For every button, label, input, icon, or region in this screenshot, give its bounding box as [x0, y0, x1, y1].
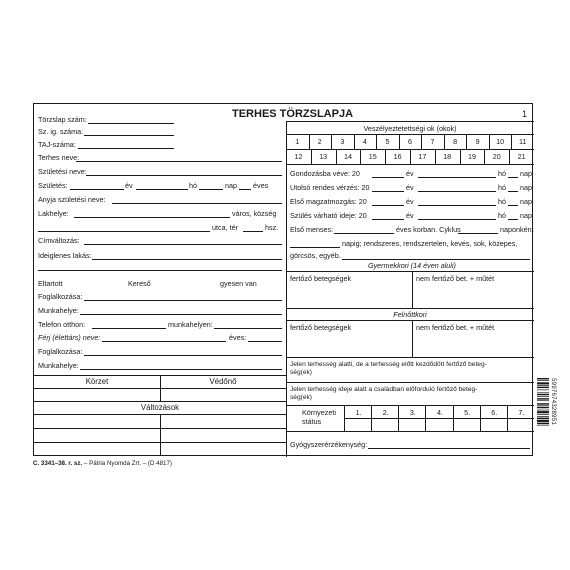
- gondozas-label: Gondozásba véve: 20: [290, 169, 360, 178]
- gorcsos-label: görcsös, egyéb.: [290, 251, 341, 260]
- szuletesi-nev-label: Születési neve:: [38, 167, 87, 176]
- elso-menses-label: Első menses:: [290, 225, 334, 234]
- section-col-line: [412, 271, 413, 308]
- eves-korban-label: éves korban. Cyklus: [396, 225, 461, 234]
- grid-col-line: [489, 134, 490, 149]
- box-col-line: [286, 375, 287, 457]
- barcode-bar: [537, 403, 549, 404]
- year-field[interactable]: [372, 219, 404, 220]
- szig-label: Sz. ig. száma:: [38, 127, 84, 136]
- gyogyszer-label: Gyógyszerérzékenység:: [290, 440, 368, 449]
- foglalkozasa2-label: Foglalkozása:: [38, 347, 83, 356]
- szuletesi-nev-field[interactable]: [86, 175, 282, 176]
- risk-cell[interactable]: 7: [430, 137, 435, 146]
- status-cell[interactable]: 1.: [355, 408, 362, 417]
- year-field[interactable]: [372, 191, 404, 192]
- menses-age-field[interactable]: [334, 233, 394, 234]
- menses-duration-field[interactable]: [290, 247, 340, 248]
- barcode-bar: [537, 390, 549, 391]
- cimvaltozas-label: Címváltozás:: [38, 236, 80, 245]
- nap-label: nap: [520, 197, 532, 206]
- risk-cell[interactable]: 19: [467, 152, 476, 161]
- utca-field[interactable]: [38, 231, 210, 232]
- ho-label: hó: [498, 183, 506, 192]
- barcode: [537, 378, 549, 454]
- form-footer: [33, 460, 172, 467]
- ho-label: hó: [498, 197, 506, 206]
- grid-col-line: [435, 149, 436, 164]
- risk-cell[interactable]: 8: [453, 137, 458, 146]
- risk-cell[interactable]: 18: [443, 152, 452, 161]
- barcode-bar: [537, 418, 549, 419]
- risk-cell[interactable]: 20: [492, 152, 501, 161]
- status-col-line: [371, 405, 372, 431]
- foglalkozasa-label: Foglalkozása:: [38, 292, 83, 301]
- status-col-line: [507, 405, 508, 431]
- ho-label: hó: [498, 169, 506, 178]
- ev-label: év: [406, 169, 414, 178]
- year-field[interactable]: [372, 205, 404, 206]
- risk-cell[interactable]: 2: [317, 137, 322, 146]
- risk-cell[interactable]: 21: [517, 152, 526, 161]
- day-field[interactable]: [508, 177, 518, 178]
- grid-col-line: [410, 149, 411, 164]
- grid-col-line: [509, 149, 510, 164]
- anyja-field[interactable]: [112, 203, 282, 204]
- status-row-line: [344, 418, 534, 419]
- valtozasok-header: Változások: [140, 403, 180, 412]
- section-line: [286, 431, 534, 432]
- szuletes-eves-label: éves: [253, 181, 269, 190]
- nev-field[interactable]: [76, 161, 282, 162]
- barcode-bar: [537, 394, 549, 395]
- jelen1b-label: ség(ek): [290, 369, 312, 376]
- ev-label: év: [406, 197, 414, 206]
- cimvaltozas-field[interactable]: [84, 244, 282, 245]
- taj-label: TAJ-száma:: [38, 140, 76, 149]
- barcode-number: 5997674328951: [550, 378, 557, 425]
- munkahelye2-field[interactable]: [80, 369, 282, 370]
- section-line: [286, 405, 534, 406]
- szig-field[interactable]: [84, 135, 174, 136]
- jelen2b-label: ség(ek): [290, 394, 312, 401]
- status-cell[interactable]: 2.: [382, 408, 389, 417]
- barcode-bar: [537, 405, 549, 406]
- box-row-line: [34, 401, 286, 402]
- risk-cell[interactable]: 9: [475, 137, 480, 146]
- szuletes-nap-field[interactable]: [239, 189, 251, 190]
- section-line: [286, 308, 534, 309]
- barcode-bar: [537, 396, 549, 397]
- munkahelye2-label: Munkahelye:: [38, 361, 79, 370]
- month-field[interactable]: [418, 219, 496, 220]
- gyermekkori-label: Gyermekkori (14 éven aluli): [368, 261, 456, 270]
- eves-label: éves:: [229, 333, 247, 342]
- grid-col-line: [309, 134, 310, 149]
- status-col-line: [425, 405, 426, 431]
- risk-cell[interactable]: 1: [295, 137, 300, 146]
- barcode-bar: [537, 378, 549, 379]
- grid-col-line: [399, 134, 400, 149]
- risk-cell[interactable]: 13: [319, 152, 328, 161]
- veszely-header: Veszélyeztetettségi ok (okok): [363, 124, 457, 133]
- status-cell[interactable]: 4.: [437, 408, 443, 417]
- barcode-bar: [537, 407, 549, 408]
- kereso-option[interactable]: Kereső: [128, 279, 151, 288]
- page-number: 1: [522, 109, 528, 119]
- munkahelyen-label: munkahelyen:: [168, 320, 213, 329]
- vedono-header: Védőnő: [209, 377, 237, 386]
- szuletes-ho-field[interactable]: [199, 189, 223, 190]
- cyklus-field[interactable]: [458, 233, 498, 234]
- grid-col-line: [360, 149, 361, 164]
- box-col-line: [160, 414, 161, 456]
- szuletes-nap-label: nap: [225, 181, 237, 190]
- szuletes-ev-label: év: [125, 181, 133, 190]
- barcode-bar: [537, 400, 549, 401]
- gorcsos-field[interactable]: [342, 259, 530, 260]
- grid-col-line: [460, 149, 461, 164]
- nev-label: Terhes neve:: [38, 153, 80, 162]
- ho-label: hó: [498, 211, 506, 220]
- publisher: – Pátria Nyomda Zrt. – (D 4817): [82, 460, 172, 467]
- risk-cell[interactable]: 10: [496, 137, 505, 146]
- section-line: [286, 357, 534, 358]
- section-line: [286, 320, 534, 321]
- munkahelyen-field[interactable]: [214, 328, 282, 329]
- month-field[interactable]: [418, 177, 496, 178]
- day-field[interactable]: [508, 205, 518, 206]
- status-cell[interactable]: 7.: [518, 408, 525, 417]
- barcode-bar: [537, 382, 549, 384]
- utolso-label: Utolsó rendes vérzés: 20: [290, 183, 370, 192]
- jelen2-label: Jelen terhesség ideje alatt a családban előforduló fertőző beteg-: [290, 386, 478, 393]
- risk-cell[interactable]: 5: [385, 137, 390, 146]
- risk-cell[interactable]: 14: [343, 152, 352, 161]
- barcode-bar: [537, 423, 549, 424]
- utca-label: utca, tér: [212, 223, 238, 232]
- status-cell[interactable]: 6.: [491, 408, 498, 417]
- foglalkozasa2-field[interactable]: [84, 355, 282, 356]
- barcode-bar: [537, 387, 549, 388]
- eltartott-option[interactable]: Eltartott: [38, 279, 63, 288]
- ideiglenes-label: Ideiglenes lakás:: [38, 251, 92, 260]
- szuletes-place-field[interactable]: [70, 189, 124, 190]
- day-field[interactable]: [508, 219, 518, 220]
- risk-cell[interactable]: 4: [362, 137, 367, 146]
- risk-cell[interactable]: 6: [407, 137, 412, 146]
- statusz-label: státus: [302, 417, 322, 426]
- torzslap-field[interactable]: [88, 123, 174, 124]
- barcode-bar: [537, 385, 549, 386]
- barcode-bar: [537, 416, 549, 417]
- month-field[interactable]: [418, 191, 496, 192]
- nap-label: nap: [520, 169, 532, 178]
- grid-col-line: [511, 134, 512, 149]
- grid-col-line: [331, 134, 332, 149]
- barcode-bar: [537, 380, 549, 381]
- nap-label: nap: [520, 211, 532, 220]
- grid-col-line: [311, 149, 312, 164]
- status-cell[interactable]: 5.: [464, 408, 471, 417]
- taj-field[interactable]: [78, 148, 174, 149]
- blank-line[interactable]: [38, 270, 282, 271]
- ferj-field[interactable]: [102, 341, 226, 342]
- naponkent-label: naponként: [500, 225, 534, 234]
- felnott-fertozo-label: fertőző betegségek: [290, 323, 352, 332]
- grid-line: [286, 134, 534, 135]
- barcode-bar: [537, 398, 549, 399]
- munkahelye-label: Munkahelye:: [38, 306, 79, 315]
- korzet-header: Körzet: [85, 377, 109, 386]
- page-title: TERHES TÖRZSLAPJA: [232, 108, 354, 120]
- grid-col-line: [336, 149, 337, 164]
- gyogyszer-field[interactable]: [368, 448, 530, 449]
- year-field[interactable]: [372, 177, 404, 178]
- szuletes-ho-label: hó: [189, 181, 197, 190]
- felnott-nem-fertozo-label: nem fertőző bet. + műtét: [416, 323, 495, 332]
- pregnancy-record-form: [33, 103, 533, 456]
- barcode-bar: [537, 414, 549, 415]
- right-top-border: [286, 121, 534, 122]
- risk-cell[interactable]: 17: [418, 152, 427, 161]
- lakhely-field[interactable]: [74, 217, 230, 218]
- foglalkozasa-field[interactable]: [84, 300, 282, 301]
- risk-cell[interactable]: 12: [294, 152, 303, 161]
- form-code: C. 3341–38. r. sz.: [33, 460, 83, 467]
- box-col-line: [160, 375, 161, 401]
- barcode-bar: [537, 411, 549, 413]
- szules-varhato-label: Szülés várható ideje: 20: [290, 211, 367, 220]
- nap-label: nap: [520, 183, 532, 192]
- section-col-line: [412, 320, 413, 357]
- risk-cell[interactable]: 15: [368, 152, 377, 161]
- month-field[interactable]: [418, 205, 496, 206]
- ideiglenes-field[interactable]: [92, 259, 282, 260]
- risk-cell[interactable]: 16: [393, 152, 402, 161]
- varos-label: város, község: [232, 209, 277, 218]
- szuletes-ev-field[interactable]: [136, 189, 188, 190]
- ev-label: év: [406, 211, 414, 220]
- grid-col-line: [421, 134, 422, 149]
- ev-label: év: [406, 183, 414, 192]
- barcode-bar: [537, 410, 549, 411]
- grid-col-line: [354, 134, 355, 149]
- eves-field[interactable]: [248, 341, 282, 342]
- anyja-label: Anyja születési neve:: [38, 195, 106, 204]
- telefon-field[interactable]: [92, 328, 166, 329]
- elso-magzat-label: Első magzatmozgás: 20: [290, 197, 367, 206]
- risk-cell[interactable]: 3: [340, 137, 345, 146]
- barcode-bar: [537, 425, 549, 426]
- hsz-field[interactable]: [243, 231, 263, 232]
- szuletes-label: Születés:: [38, 181, 68, 190]
- day-field[interactable]: [508, 191, 518, 192]
- jelen1-label: Jelen terhesség alatti, de a terhesség előtt kezdődött fertőző beteg-: [290, 361, 487, 368]
- status-col-line: [480, 405, 481, 431]
- grid-col-line: [376, 134, 377, 149]
- grid-col-line: [466, 134, 467, 149]
- grid-col-line: [444, 134, 445, 149]
- ferj-label: Férj (élettárs) neve:: [38, 333, 101, 342]
- hsz-label: hsz.: [265, 223, 279, 232]
- gyesen-option[interactable]: gyesen van: [220, 279, 257, 288]
- barcode-bar: [537, 392, 549, 393]
- telefon-label: Telefon otthon:: [38, 320, 86, 329]
- status-cell[interactable]: 3.: [409, 408, 416, 417]
- napig-label: napig; rendszeres, rendszertelen, kevés, sok, közepes,: [342, 239, 518, 248]
- grid-col-line: [385, 149, 386, 164]
- munkahelye-field[interactable]: [80, 314, 282, 315]
- status-col-line: [453, 405, 454, 431]
- torzslap-label: Törzslap szám:: [38, 115, 87, 124]
- gyermek-fertozo-label: fertőző betegségek: [290, 274, 352, 283]
- grid-line: [286, 164, 534, 165]
- kornyezeti-label: Környezeti: [302, 408, 336, 417]
- status-col-line: [344, 405, 345, 431]
- section-line: [286, 271, 534, 272]
- status-col-line: [398, 405, 399, 431]
- section-line: [286, 382, 534, 383]
- felnottkori-label: Felnőttkori: [393, 310, 427, 319]
- risk-cell[interactable]: 11: [518, 137, 527, 146]
- gyermek-nem-fertozo-label: nem fertőző bet. + műtét: [416, 274, 495, 283]
- grid-col-line: [484, 149, 485, 164]
- lakhely-label: Lakhelye:: [38, 209, 69, 218]
- barcode-bar: [537, 420, 549, 422]
